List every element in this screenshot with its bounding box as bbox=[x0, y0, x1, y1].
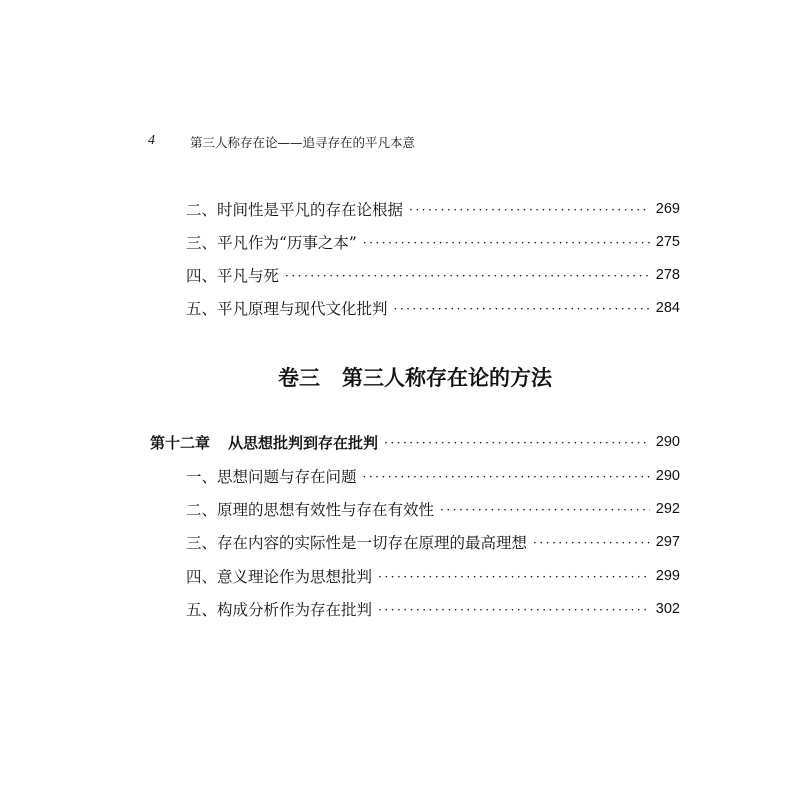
toc-leader-dots bbox=[440, 504, 650, 516]
toc-entry-label: 二、原理的思想有效性与存在有效性 bbox=[186, 501, 435, 519]
toc-entry bbox=[150, 497, 680, 521]
toc-entry-page: 292 bbox=[655, 501, 680, 517]
toc-entry bbox=[150, 263, 680, 287]
toc-entry-page: 269 bbox=[655, 201, 680, 217]
toc-entry-label: 三、平凡作为“历事之本” bbox=[186, 234, 357, 252]
toc-entry-label: 三、存在内容的实际性是一切存在原理的最高理想 bbox=[186, 534, 528, 552]
toc-leader-dots bbox=[363, 471, 650, 483]
toc-entry-label: 五、构成分析作为存在批判 bbox=[186, 601, 373, 619]
toc-entry-label: 二、时间性是平凡的存在论根据 bbox=[186, 201, 404, 219]
toc-entry-label: 五、平凡原理与现代文化批判 bbox=[186, 300, 388, 318]
toc-entry-page: 278 bbox=[655, 267, 680, 283]
toc-entry-page: 302 bbox=[655, 601, 680, 617]
toc-leader-dots bbox=[409, 204, 650, 216]
toc-leader-dots bbox=[378, 571, 650, 583]
toc-leader-dots bbox=[378, 604, 650, 616]
toc-entry-label: 四、平凡与死 bbox=[186, 267, 280, 285]
toc-entry-page: 290 bbox=[655, 468, 680, 484]
toc-entry-page: 284 bbox=[655, 300, 680, 316]
toc-entry bbox=[150, 197, 680, 221]
toc-leader-dots bbox=[394, 303, 650, 315]
toc-entry-page: 297 bbox=[655, 534, 680, 550]
toc-leader-dots bbox=[533, 537, 650, 549]
toc-leader-dots bbox=[384, 437, 650, 449]
running-title: 第三人称存在论——追寻存在的平凡本意 bbox=[190, 135, 416, 150]
toc-entry bbox=[150, 597, 680, 621]
toc-chapter-page: 290 bbox=[655, 434, 680, 450]
toc-entry bbox=[150, 296, 680, 320]
part-heading bbox=[150, 362, 680, 392]
toc-leader-dots bbox=[363, 237, 650, 249]
toc-entry bbox=[150, 564, 680, 588]
toc-entry bbox=[150, 230, 680, 254]
toc-chapter-entry bbox=[150, 430, 680, 454]
toc-leader-dots bbox=[285, 270, 650, 282]
part-title: 第三人称存在论的方法 bbox=[342, 366, 552, 390]
toc-entry-label: 四、意义理论作为思想批判 bbox=[186, 568, 373, 586]
chapter-title: 从思想批判到存在批判 bbox=[228, 433, 379, 452]
toc-entry-label: 一、思想问题与存在问题 bbox=[186, 468, 357, 486]
toc-entry-page: 299 bbox=[655, 568, 680, 584]
toc-entry bbox=[150, 530, 680, 554]
toc-chapter-label bbox=[150, 432, 378, 453]
chapter-number: 第十二章 bbox=[150, 433, 211, 452]
part-number: 卷三 bbox=[278, 366, 320, 390]
toc-entry-page: 275 bbox=[655, 234, 680, 250]
toc-entry bbox=[150, 464, 680, 488]
page-header bbox=[148, 133, 688, 153]
page-number: 4 bbox=[148, 133, 155, 148]
